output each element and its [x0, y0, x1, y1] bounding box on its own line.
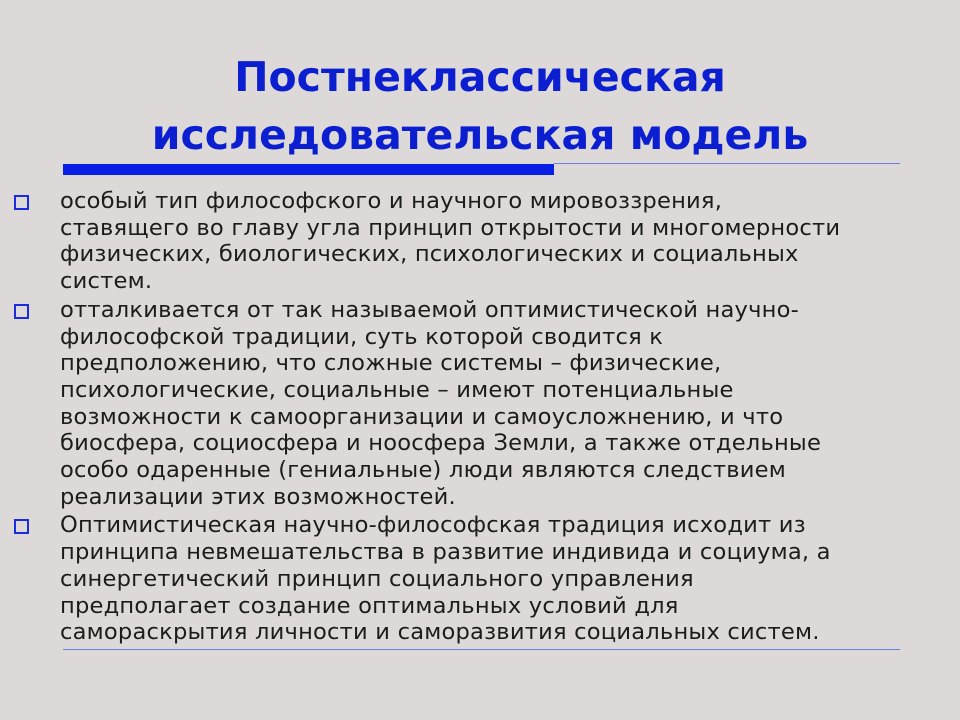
bullet-text-line: систем. — [60, 268, 153, 295]
bullet-text-line: особый тип философского и научного мировоззрения, — [60, 188, 723, 214]
title-line-2: исследовательская модель — [151, 111, 809, 159]
bullet-text-line: возможности к самоорганизации и самоусложнению, и что — [60, 403, 784, 430]
bullet-text-line: биосфера, социосфера и ноосфера Земли, а также отдельные — [60, 430, 822, 457]
hollow-square-bullet-icon — [14, 519, 29, 534]
bullet-text-line: физических, биологических, психологических и социальных — [60, 241, 799, 268]
bullet-list — [14, 188, 944, 648]
bullet-item-2 — [14, 297, 944, 511]
bullet-text-line: самораскрытия личности и саморазвития социальных систем. — [60, 619, 820, 646]
bullet-text-line: особо одаренные (гениальные) люди являются следствием — [60, 457, 786, 484]
bullet-text-line: предположению, что сложные системы – физические, — [60, 350, 722, 377]
bullet-text-line: отталкивается от так называемой оптимистической научно- — [60, 296, 799, 323]
hollow-square-bullet-icon — [14, 304, 29, 319]
title-underline-thin — [554, 163, 900, 164]
bullet-text-line: Оптимистическая научно-философская традиция исходит из — [60, 512, 806, 539]
bullet-text-line: философской традиции, суть которой сводится к — [60, 323, 664, 350]
slide-title — [40, 48, 920, 164]
bullet-item-1 — [14, 188, 944, 295]
bullet-item-3 — [14, 512, 944, 646]
bullet-text-line: принципа невмешательства в развитие индивида и социума, а — [60, 539, 831, 566]
hollow-square-bullet-icon — [14, 195, 29, 210]
bullet-text-line: предполагает создание оптимальных условий для — [60, 592, 679, 619]
bullet-text-line: психологические, социальные – имеют потенциальные — [60, 376, 734, 403]
bottom-divider — [63, 649, 900, 650]
bullet-text-line: ставящего во главу угла принцип открытости и многомерности — [60, 214, 841, 241]
bullet-text-line: реализации этих возможностей. — [60, 483, 456, 510]
title-line-1: Постнеклассическая — [234, 53, 726, 101]
bullet-text-line: синергетический принцип социального управления — [60, 565, 694, 592]
title-underline-thick — [63, 164, 554, 175]
